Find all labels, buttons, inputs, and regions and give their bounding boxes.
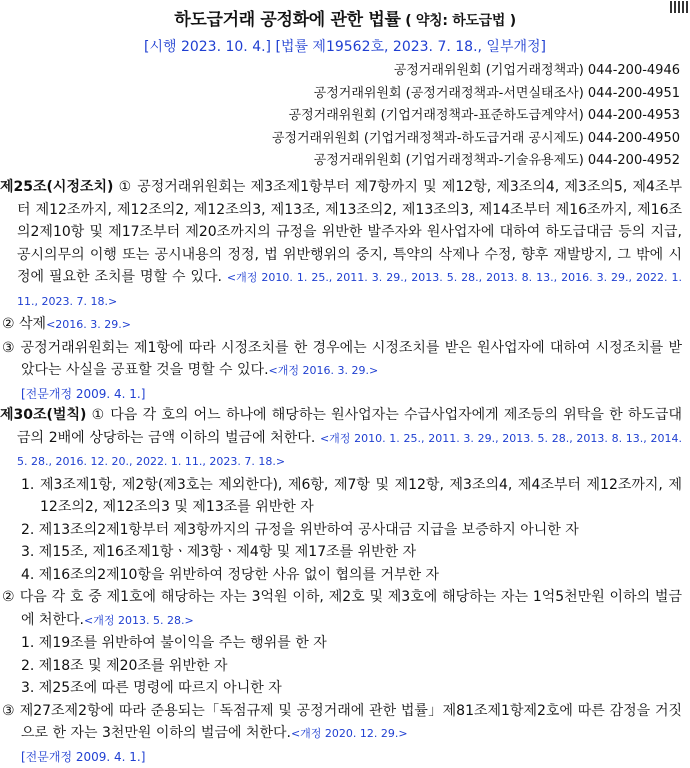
enforcement-info: [시행 2023. 10. 4.] [법률 제19562호, 2023. 7. 18., 일부개정] (0, 36, 690, 56)
law-title (0, 5, 690, 30)
amendment-note: <2016. 3. 29.> (46, 318, 131, 331)
amendment-note: <개정 2013. 5. 28.> (84, 614, 194, 627)
article-30 (0, 404, 682, 768)
amendment-note: <개정 2016. 3. 29.> (269, 364, 379, 377)
contact-line: 공정거래위원회 (기업거래정책과-기술유용제도) 044-200-4952 (272, 150, 680, 173)
list-item: 3. 제25조에 따른 명령에 따르지 아니한 자 (0, 677, 682, 700)
paragraph-text: ③ 제27조제2항에 따라 준용되는「독점규제 및 공정거래에 관한 법률」제81조제1항제2호에 따른 감정을 거짓으로 한 자는 3천만원 이하의 벌금에 처한다. (2, 703, 682, 742)
contact-line: 공정거래위원회 (기업거래정책과-하도급거래 공시제도) 044-200-4950 (272, 128, 680, 151)
full-revision-note: [전문개정 2009. 4. 1.] (0, 383, 682, 406)
article-30-paragraph-1 (0, 404, 682, 474)
list-item: 1. 제3조제1항, 제2항(제3호는 제외한다), 제6항, 제7항 및 제12항, 제3조의4, 제4조부터 제12조까지, 제12조의2, 제12조의3 및 제13조를 위반한 자 (0, 474, 682, 519)
list-item: 2. 제13조의2제1항부터 제3항까지의 규정을 위반하여 공사대금 지급을 보증하지 아니한 자 (0, 519, 682, 542)
paragraph-text: ③ 공정거래위원회는 제1항에 따라 시정조치를 한 경우에는 시정조치를 받은 원사업자에 대하여 시정조치를 받았다는 사실을 공표할 것을 명할 수 있다. (2, 340, 682, 379)
amendment-note: <개정 2020. 12. 29.> (291, 727, 408, 740)
contact-line: 공정거래위원회 (기업거래정책과) 044-200-4946 (272, 60, 680, 83)
article-25-paragraph-1 (0, 176, 682, 313)
article-25-paragraph-3 (0, 337, 682, 383)
article-25-title: 제25조(시정조치) (0, 179, 113, 195)
list-item: 4. 제16조의2제10항을 위반하여 정당한 사유 없이 협의를 거부한 자 (0, 564, 682, 587)
article-30-paragraph-3 (0, 700, 682, 746)
contact-list (272, 60, 680, 173)
paragraph-text: ① 공정거래위원회는 제3조제1항부터 제7항까지 및 제12항, 제3조의4, 제3조의5, 제4조부터 제12조까지, 제12조의2, 제12조의3, 제13조, 제13조의2, 제13조의3, 제14조부터 제16조까지, 제16조의2제10항 및 제17조부터 제20조까지의 규정을 위반한 발주자와 원사업자에 대하여 하도급대금 등의 지급, 공시의무의 이행 또는 공시내용의 정정, 법 위반행위의 중지, 특약의 삭제나 수정, 향후 재발방지, 그 밖에 시정에 필요한 조치를 명할 수 있다. (17, 179, 682, 285)
paragraph-text: ② 다음 각 호 중 제1호에 해당하는 자는 3억원 이하, 제2호 및 제3호에 해당하는 자는 1억5천만원 이하의 벌금에 처한다. (2, 589, 682, 628)
full-revision-note: [전문개정 2009. 4. 1.] (0, 746, 682, 768)
paragraph-text: ② 삭제 (2, 316, 46, 332)
amendment-note: <개정 2010. 1. 25., 2011. 3. 29., 2013. 5. 28., 2013. 8. 13., 2014. 5. 28., 2016. 12. 20., 2022. 1. 11., 2023. 7. 18.> (17, 432, 682, 469)
paragraph-text: ① 다음 각 호의 어느 하나에 해당하는 원사업자는 수급사업자에게 제조등의 위탁을 한 하도급대금의 2배에 상당하는 금액 이하의 벌금에 처한다. (17, 407, 682, 446)
law-title-text: 하도급거래 공정화에 관한 법률 (174, 10, 400, 30)
article-25 (0, 176, 682, 405)
article-30-title: 제30조(벌칙) (0, 407, 86, 423)
list-item: 2. 제18조 및 제20조를 위반한 자 (0, 655, 682, 678)
amendment-note: <개정 2010. 1. 25., 2011. 3. 29., 2013. 5. 28., 2013. 8. 13., 2016. 3. 29., 2022. 1. 11., 2023. 7. 18.> (17, 271, 682, 308)
list-item: 1. 제19조를 위반하여 불이익을 주는 행위를 한 자 (0, 632, 682, 655)
article-30-paragraph-2 (0, 586, 682, 632)
contact-line: 공정거래위원회 (기업거래정책과-표준하도급계약서) 044-200-4953 (272, 105, 680, 128)
list-item: 3. 제15조, 제16조제1항ㆍ제3항ㆍ제4항 및 제17조를 위반한 자 (0, 541, 682, 564)
law-abbreviation: ( 약칭: 하도급법 ) (401, 13, 516, 29)
contact-line: 공정거래위원회 (공정거래정책과-서면실태조사) 044-200-4951 (272, 83, 680, 106)
article-25-paragraph-2 (0, 313, 682, 337)
